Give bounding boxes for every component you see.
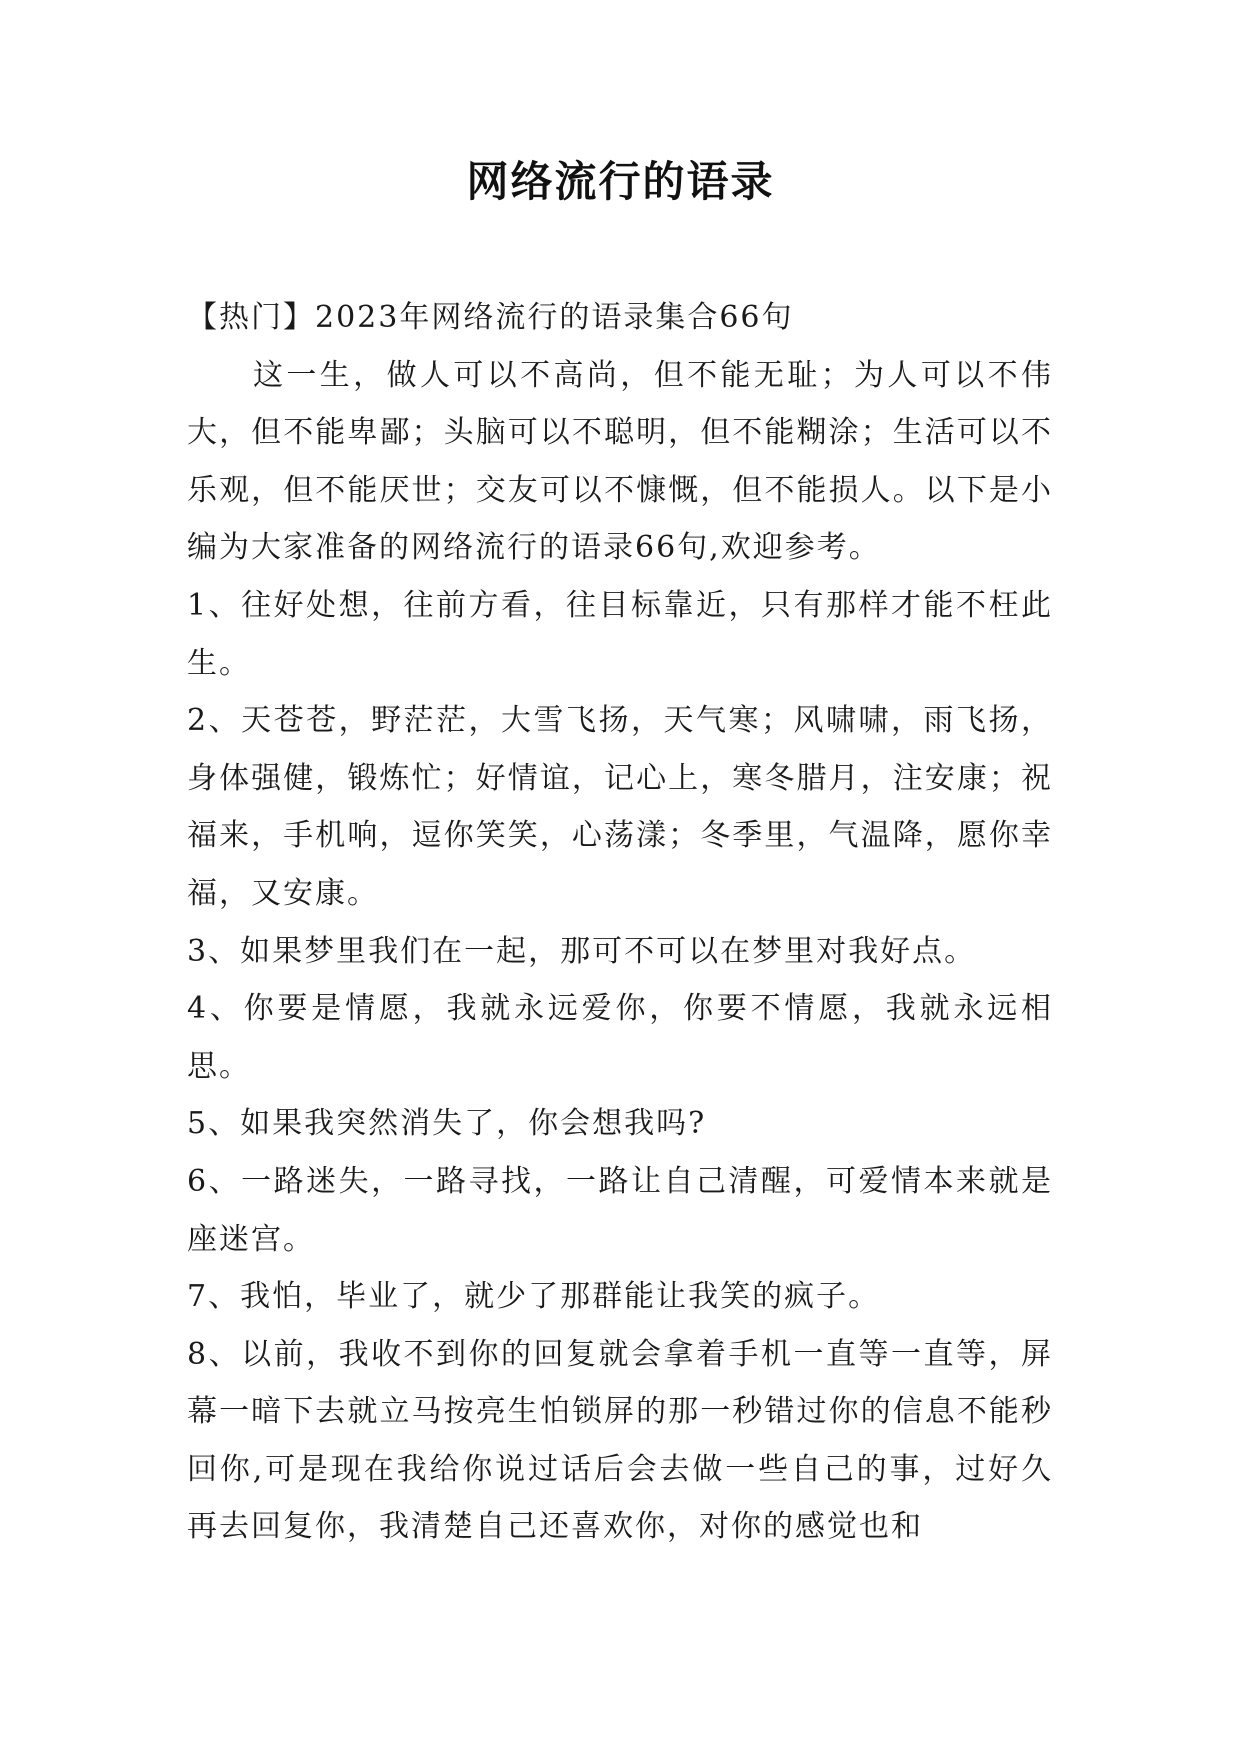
quote-item-1: 1、往好处想，往前方看，往目标靠近，只有那样才能不枉此生。 [187,587,1053,681]
document-body [187,289,1053,1556]
quote-item-8: 8、以前，我收不到你的回复就会拿着手机一直等一直等，屏幕一暗下去就立马按亮生怕锁屏的那一秒错过你的信息不能秒回你,可是现在我给你说过话后会去做一些自己的事，过好久再去回复你，我清楚自己还喜欢你，对你的感觉也和 [187,1336,1053,1545]
quote-item-2: 2、天苍苍，野茫茫，大雪飞扬，天气寒；风啸啸，雨飞扬，身体强健，锻炼忙；好情谊，记心上，寒冬腊月，注安康；祝福来，手机响，逗你笑笑，心荡漾；冬季里，气温降，愿你幸福，又安康。 [187,703,1053,911]
quote-item-4: 4、你要是情愿，我就永远爱你，你要不情愿，我就永远相思。 [187,991,1053,1084]
intro-paragraph: 这一生，做人可以不高尚，但不能无耻；为人可以不伟大，但不能卑鄙；头脑可以不聪明，但不能糊涂；生活可以不乐观，但不能厌世；交友可以不慷慨，但不能损人。以下是小编为大家准备的网络流行的语录66句,欢迎参考。 [187,357,1053,566]
quote-item-6: 6、一路迷失，一路寻找，一路让自己清醒，可爱情本来就是座迷宫。 [187,1163,1053,1257]
quote-item-7: 7、我怕，毕业了，就少了那群能让我笑的疯子。 [187,1279,881,1315]
subtitle-line: 【热门】2023年网络流行的语录集合66句 [187,300,794,335]
document-title: 网络流行的语录 [466,157,775,206]
quote-item-3: 3、如果梦里我们在一起，那可不可以在梦里对我好点。 [187,933,977,969]
quote-item-5: 5、如果我突然消失了，你会想我吗? [187,1106,707,1142]
